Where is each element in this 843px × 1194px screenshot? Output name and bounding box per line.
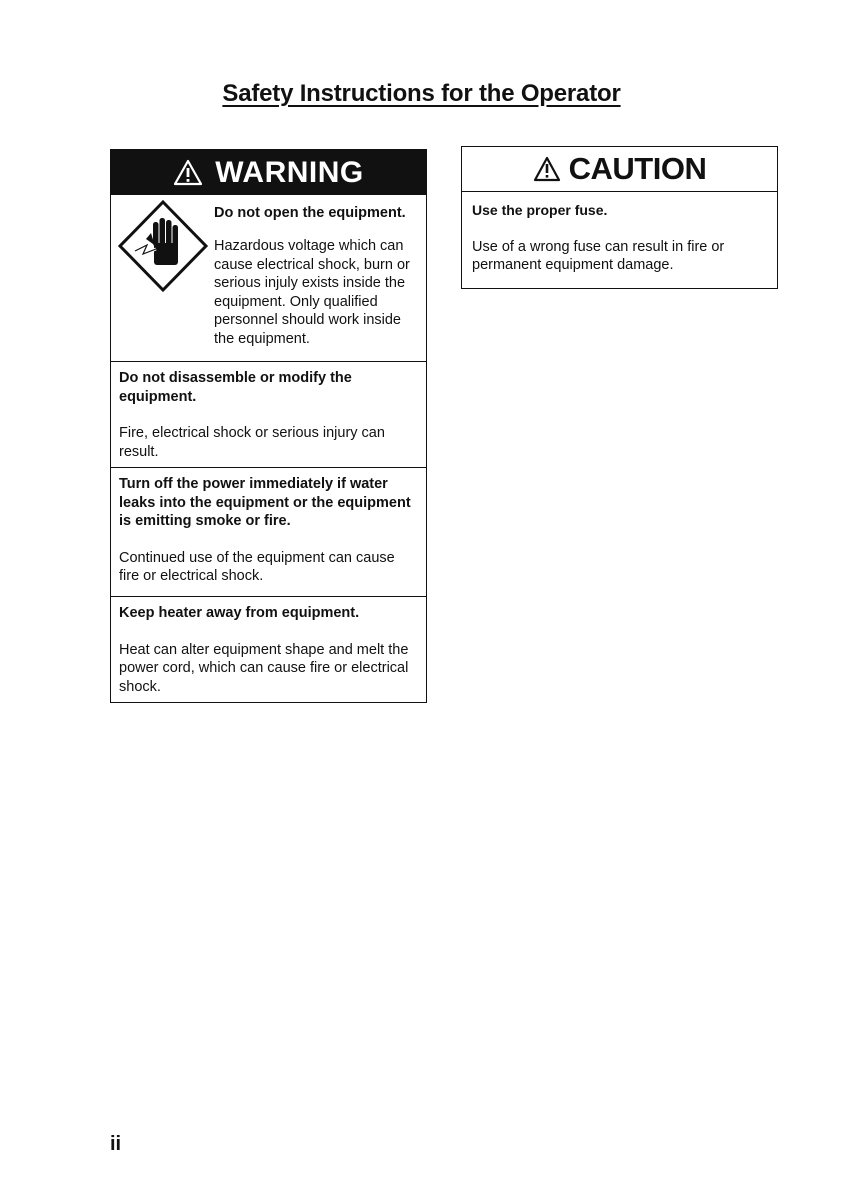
caution-item-heading: Use the proper fuse. (472, 202, 608, 218)
caution-title: CAUTION (568, 151, 707, 186)
warning-item-heading: Do not disassemble or modify the equipment. (119, 370, 352, 405)
warning-item (111, 597, 426, 702)
warning-item-body: Continued use of the equipment can cause fire or electrical shock. (119, 549, 395, 584)
caution-panel (461, 146, 778, 289)
page-title: Safety Instructions for the Operator (222, 80, 621, 107)
warning-item-body: Fire, electrical shock or serious injury can result. (119, 425, 385, 460)
warning-panel (110, 149, 427, 703)
warning-item-heading: Keep heater away from equipment. (119, 605, 360, 621)
caution-item-body: Use of a wrong fuse can result in fire or permanent equipment damage. (472, 238, 725, 273)
caution-header (462, 147, 777, 192)
warning-item (111, 468, 426, 597)
warning-item-heading: Turn off the power immediately if water leaks into the equipment or the equipment is emitting smoke or fire. (119, 476, 411, 529)
warning-header (111, 150, 426, 195)
warning-item (111, 195, 426, 362)
warning-triangle-icon (173, 159, 203, 186)
warning-item-body: Heat can alter equipment shape and melt the power cord, which can cause fire or electrical shock. (119, 641, 409, 695)
warning-item-body: Hazardous voltage which can cause electrical shock, burn or serious injuly exists inside the equipment. Only qualified personnel should work inside the equipment. (214, 238, 410, 347)
warning-title: WARNING (215, 155, 364, 189)
electric-shock-hand-icon (117, 199, 209, 295)
warning-triangle-icon (533, 156, 561, 182)
page-number: ii (110, 1133, 122, 1155)
warning-item (111, 362, 426, 468)
caution-item (462, 192, 777, 284)
warning-item-heading: Do not open the equipment. (214, 205, 406, 221)
